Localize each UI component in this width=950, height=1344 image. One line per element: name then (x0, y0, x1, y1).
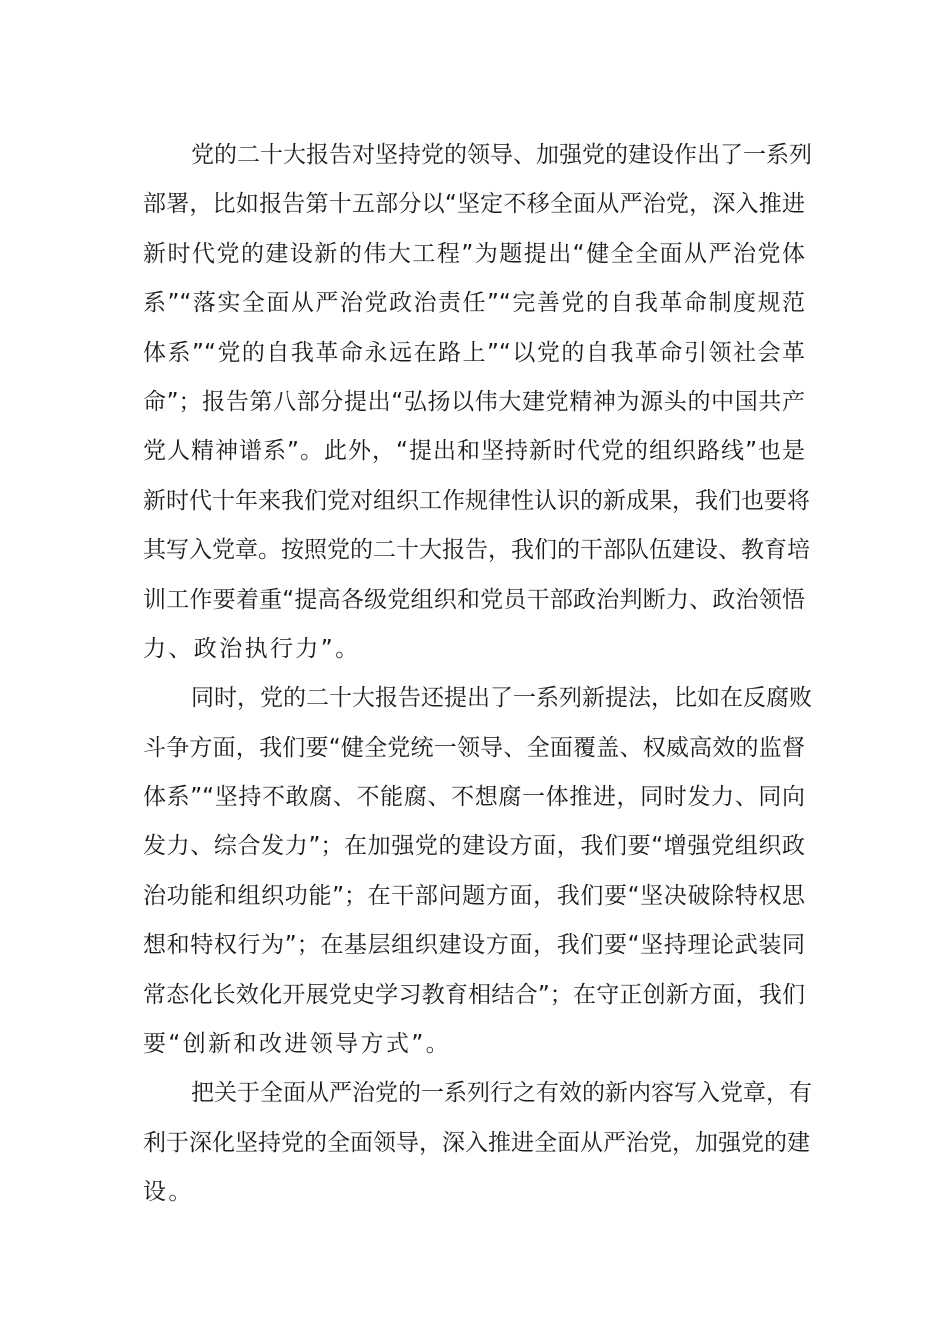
text-line: 把关于全面从严治党的一系列行之有效的新内容写入党章，有 (191, 1080, 812, 1107)
text-line: 新时代党的建设新的伟大工程”为题提出“健全全面从严治党体 (143, 240, 805, 267)
text-line: 同时，党的二十大报告还提出了一系列新提法，比如在反腐败 (191, 685, 812, 712)
text-line: 命”；报告第八部分提出“弘扬以伟大建党精神为源头的中国共产 (143, 388, 805, 415)
text-line: 常态化长效化开展党史学习教育相结合”；在守正创新方面，我们 (143, 981, 805, 1008)
text-line: 斗争方面，我们要“健全党统一领导、全面覆盖、权威高效的监督 (143, 734, 805, 761)
paragraph (143, 674, 812, 1069)
document-page (143, 131, 812, 1218)
text-line: 设。 (143, 1179, 194, 1206)
text-line: 要“创新和改进领导方式”。 (143, 1031, 452, 1058)
text-line: 训工作要着重“提高各级党组织和党员干部政治判断力、政治领悟 (143, 586, 805, 613)
text-line: 发力、综合发力”；在加强党的建设方面，我们要“增强党组织政 (143, 833, 805, 860)
text-line: 力、政治执行力”。 (143, 635, 361, 662)
text-line: 党人精神谱系”。此外，“提出和坚持新时代党的组织路线”也是 (143, 438, 805, 465)
text-line: 治功能和组织功能”；在干部问题方面，我们要“坚决破除特权思 (143, 882, 805, 909)
text-line: 部署，比如报告第十五部分以“坚定不移全面从严治党，深入推进 (143, 191, 805, 218)
text-line: 想和特权行为”；在基层组织建设方面，我们要“坚持理论武装同 (143, 932, 805, 959)
paragraph (143, 131, 812, 674)
text-line: 体系”“坚持不敢腐、不能腐、不想腐一体推进，同时发力、同向 (143, 784, 805, 811)
text-line: 新时代十年来我们党对组织工作规律性认识的新成果，我们也要将 (143, 487, 810, 514)
paragraph (143, 1069, 812, 1217)
text-line: 系”“落实全面从严治党政治责任”“完善党的自我革命制度规范 (143, 290, 805, 317)
text-line: 其写入党章。按照党的二十大报告，我们的干部队伍建设、教育培 (143, 537, 810, 564)
text-line: 体系”“党的自我革命永远在路上”“以党的自我革命引领社会革 (143, 339, 805, 366)
text-line: 党的二十大报告对坚持党的领导、加强党的建设作出了一系列 (191, 142, 812, 168)
text-line: 利于深化坚持党的全面领导，深入推进全面从严治党，加强党的建 (143, 1129, 810, 1156)
